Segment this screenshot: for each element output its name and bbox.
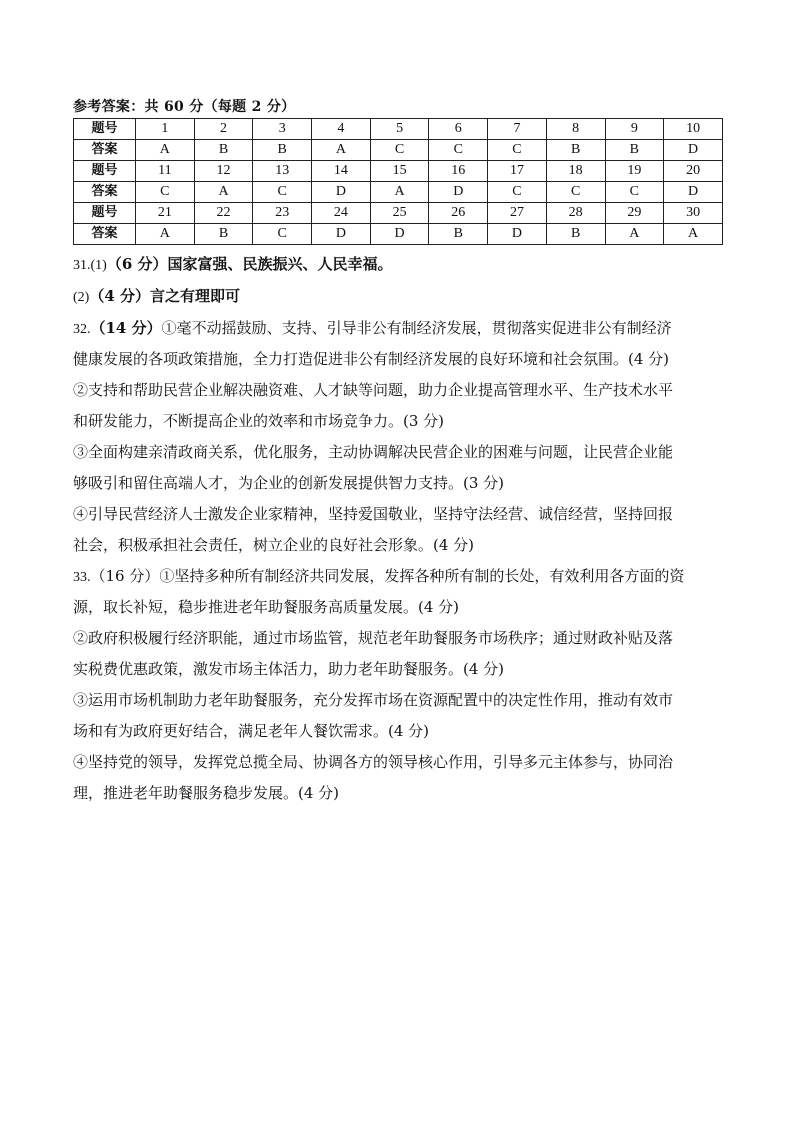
question-number-cell: 7 [488, 119, 547, 140]
question-number-cell: 8 [546, 119, 605, 140]
q33-point4-line2: 理，推进老年助餐服务稳步发展。(4 分) [73, 784, 340, 802]
answer-cell: B [194, 224, 253, 245]
answer-cell: A [136, 224, 195, 245]
answer-cell: D [664, 182, 723, 203]
q31-part2 [73, 286, 240, 308]
question-number-row [74, 203, 723, 224]
question-number-cell: 3 [253, 119, 312, 140]
row-header-cell: 题号 [74, 161, 136, 182]
question-number-cell: 18 [546, 161, 605, 182]
question-number-cell: 16 [429, 161, 488, 182]
q33-score: （16 分） [90, 567, 160, 585]
q32-point3-line2: 够吸引和留住高端人才，为企业的创新发展提供智力支持。(3 分) [73, 474, 505, 492]
answer-cell: C [429, 140, 488, 161]
question-number-cell: 15 [370, 161, 429, 182]
q33-point1-line2: 源，取长补短，稳步推进老年助餐服务高质量发展。(4 分) [73, 598, 460, 616]
question-number-cell: 9 [605, 119, 664, 140]
q33-point2-line2: 实税费优惠政策，激发市场主体活力，助力老年助餐服务。(4 分) [73, 660, 505, 678]
question-number-row [74, 161, 723, 182]
question-number-cell: 27 [488, 203, 547, 224]
answer-cell: C [136, 182, 195, 203]
answer-cell: C [488, 182, 547, 203]
question-number-cell: 26 [429, 203, 488, 224]
answer-cell: A [664, 224, 723, 245]
q31-part2-text: （4 分）言之有理即可 [89, 287, 240, 305]
question-number-cell: 25 [370, 203, 429, 224]
answer-cell: A [312, 140, 371, 161]
answer-table [73, 118, 723, 245]
q32-point3-line1: ③全面构建亲清政商关系，优化服务，主动协调解决民营企业的困难与问题，让民营企业能 [73, 443, 674, 461]
row-header-cell: 题号 [74, 203, 136, 224]
answer-row [74, 224, 723, 245]
answer-cell: B [429, 224, 488, 245]
answer-key-heading: 参考答案：共 60 分（每题 2 分） [73, 99, 296, 115]
answer-cell: A [605, 224, 664, 245]
answer-cell: B [194, 140, 253, 161]
q32-point1-text: ①毫不动摇鼓励、支持、引导非公有制经济发展，贯彻落实促进非公有制经济 [161, 319, 672, 337]
q32-score: （14 分） [90, 319, 162, 337]
row-header-cell: 题号 [74, 119, 136, 140]
answer-cell: D [664, 140, 723, 161]
question-number-cell: 17 [488, 161, 547, 182]
question-number-cell: 30 [664, 203, 723, 224]
q33-point1-line1 [73, 566, 684, 588]
answer-row [74, 182, 723, 203]
question-number-cell: 14 [312, 161, 371, 182]
row-header-cell: 答案 [74, 224, 136, 245]
answer-cell: C [488, 140, 547, 161]
q31-part1 [73, 254, 393, 276]
q33-point2-line1: ②政府积极履行经济职能，通过市场监管，规范老年助餐服务市场秩序；通过财政补贴及落 [73, 629, 674, 647]
answer-cell: D [370, 224, 429, 245]
answer-cell: C [370, 140, 429, 161]
question-number-cell: 19 [605, 161, 664, 182]
answer-table-body [74, 119, 723, 245]
question-number-row [74, 119, 723, 140]
answer-cell: B [546, 224, 605, 245]
q33-point3-line2: 场和有为政府更好结合，满足老年人餐饮需求。(4 分) [73, 722, 430, 740]
answer-row [74, 140, 723, 161]
question-number-cell: 20 [664, 161, 723, 182]
question-number-cell: 22 [194, 203, 253, 224]
question-number-cell: 13 [253, 161, 312, 182]
q31-part1-label: 31.(1) [73, 258, 107, 273]
q31-part2-label: (2) [73, 290, 90, 305]
answer-cell: C [605, 182, 664, 203]
question-number-cell: 21 [136, 203, 195, 224]
q32-point4-line2: 社会，积极承担社会责任，树立企业的良好社会形象。(4 分) [73, 536, 475, 554]
question-number-cell: 1 [136, 119, 195, 140]
q33-label: 33. [73, 570, 91, 585]
question-number-cell: 4 [312, 119, 371, 140]
question-number-cell: 29 [605, 203, 664, 224]
answer-cell: C [253, 182, 312, 203]
answer-cell: A [370, 182, 429, 203]
answer-cell: A [194, 182, 253, 203]
question-number-cell: 2 [194, 119, 253, 140]
q32-point2-line2: 和研发能力，不断提高企业的效率和市场竞争力。(3 分) [73, 412, 445, 430]
row-header-cell: 答案 [74, 140, 136, 161]
q32-point1-line2: 健康发展的各项政策措施，全力打造促进非公有制经济发展的良好环境和社会氛围。(4 分) [73, 350, 670, 368]
answer-cell: B [605, 140, 664, 161]
answer-cell: B [546, 140, 605, 161]
q33-point3-line1: ③运用市场机制助力老年助餐服务，充分发挥市场在资源配置中的决定性作用，推动有效市 [73, 691, 674, 709]
question-number-cell: 28 [546, 203, 605, 224]
q32-label: 32. [73, 322, 91, 337]
answer-cell: A [136, 140, 195, 161]
question-number-cell: 12 [194, 161, 253, 182]
question-number-cell: 10 [664, 119, 723, 140]
answer-cell: C [546, 182, 605, 203]
q33-point1-text: ①坚持多种所有制经济共同发展，发挥各种所有制的长处，有效利用各方面的资 [159, 567, 685, 585]
question-number-cell: 23 [253, 203, 312, 224]
answer-cell: C [253, 224, 312, 245]
question-number-cell: 24 [312, 203, 371, 224]
row-header-cell: 答案 [74, 182, 136, 203]
answer-cell: D [429, 182, 488, 203]
q31-part1-text: （6 分）国家富强、民族振兴、人民幸福。 [106, 255, 393, 273]
q32-point4-line1: ④引导民营经济人士激发企业家精神，坚持爱国敬业，坚持守法经营、诚信经营，坚持回报 [73, 505, 674, 523]
q33-point4-line1: ④坚持党的领导，发挥党总揽全局、协调各方的领导核心作用，引导多元主体参与，协同治 [73, 753, 674, 771]
answer-cell: B [253, 140, 312, 161]
question-number-cell: 6 [429, 119, 488, 140]
question-number-cell: 11 [136, 161, 195, 182]
answer-cell: D [312, 182, 371, 203]
q32-point1-line1 [73, 318, 672, 340]
answer-cell: D [312, 224, 371, 245]
q32-point2-line1: ②支持和帮助民营企业解决融资难、人才缺等问题，助力企业提高管理水平、生产技术水平 [73, 381, 674, 399]
answer-cell: D [488, 224, 547, 245]
question-number-cell: 5 [370, 119, 429, 140]
